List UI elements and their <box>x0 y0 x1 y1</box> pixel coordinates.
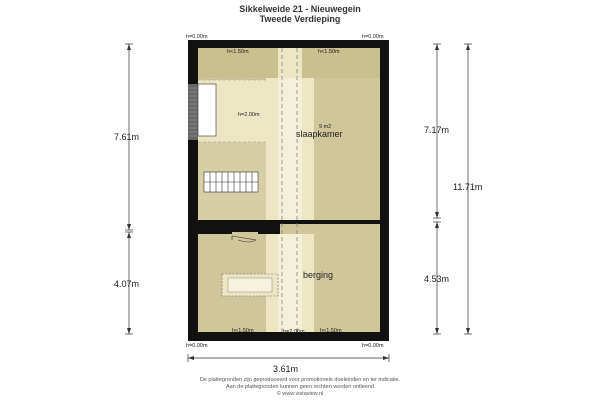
floor-title: Tweede Verdieping <box>259 14 341 24</box>
total-arrow-top <box>466 44 470 50</box>
address-title: Sikkelweide 21 - Nieuwegein <box>239 4 361 14</box>
door-opening <box>232 232 258 236</box>
dim-left-upper: 7.61m <box>114 132 140 142</box>
width-arrow-right <box>383 356 389 360</box>
dim-right-total: 11.71m <box>453 182 483 192</box>
partition-wall-right <box>278 220 380 224</box>
left-arrow-top <box>127 44 131 50</box>
height-top-left-inner: h<1.50m <box>227 49 249 55</box>
dim-right-upper: 7.17m <box>424 125 450 135</box>
left-arrow-mid-a <box>127 224 131 230</box>
width-arrow-left <box>188 356 194 360</box>
height-middle-ridge: h=2.00m <box>238 112 260 118</box>
partition-wall-left <box>198 220 266 234</box>
height-bottom-right-inner: h<1.50m <box>320 328 342 334</box>
storage-object <box>222 274 278 296</box>
right-arrow-mid-a <box>435 212 439 218</box>
storage-label: berging <box>303 270 334 280</box>
bedroom-area: 9 m2 <box>319 124 332 130</box>
height-corner-bottom-left: h=0.00m <box>186 343 208 349</box>
height-bottom-center: h=2.06m <box>283 329 305 335</box>
total-arrow-bottom <box>466 328 470 334</box>
staircase <box>204 172 258 192</box>
dim-left-lower: 4.07m <box>114 279 140 289</box>
disclaimer-line-2: Aan de plattegronden kunnen geen rechten worden ontleend <box>225 384 374 390</box>
ridge-top <box>278 48 302 78</box>
right-arrow-top <box>435 44 439 50</box>
height-corner-top-left: h=0.00m <box>186 34 208 40</box>
height-bottom-left-inner: h<1.50m <box>232 328 254 334</box>
width-dimension-line <box>188 354 389 362</box>
right-arrow-bottom <box>435 328 439 334</box>
left-arrow-bottom <box>127 328 131 334</box>
left-arrow-mid-b <box>127 232 131 238</box>
disclaimer-line-1: De plattegronden zijn geproduceerd voor promotionele doeleinden en ter indicatie. <box>199 377 401 383</box>
height-top-right-inner: h<1.50m <box>318 49 340 55</box>
dim-width: 3.61m <box>273 364 299 374</box>
height-corner-bottom-right: h=0.00m <box>362 343 384 349</box>
height-corner-top-right: h=0.00m <box>362 34 384 40</box>
bedroom-label: slaapkamer <box>296 129 343 139</box>
left-dimension-lines <box>125 44 133 334</box>
right-arrow-mid-b <box>435 222 439 228</box>
copyright-line: © www.vistaview.nl <box>276 391 324 397</box>
dim-right-lower: 4.53m <box>424 274 450 284</box>
storage-ridge-strip <box>278 234 302 332</box>
window-frame <box>198 84 216 136</box>
